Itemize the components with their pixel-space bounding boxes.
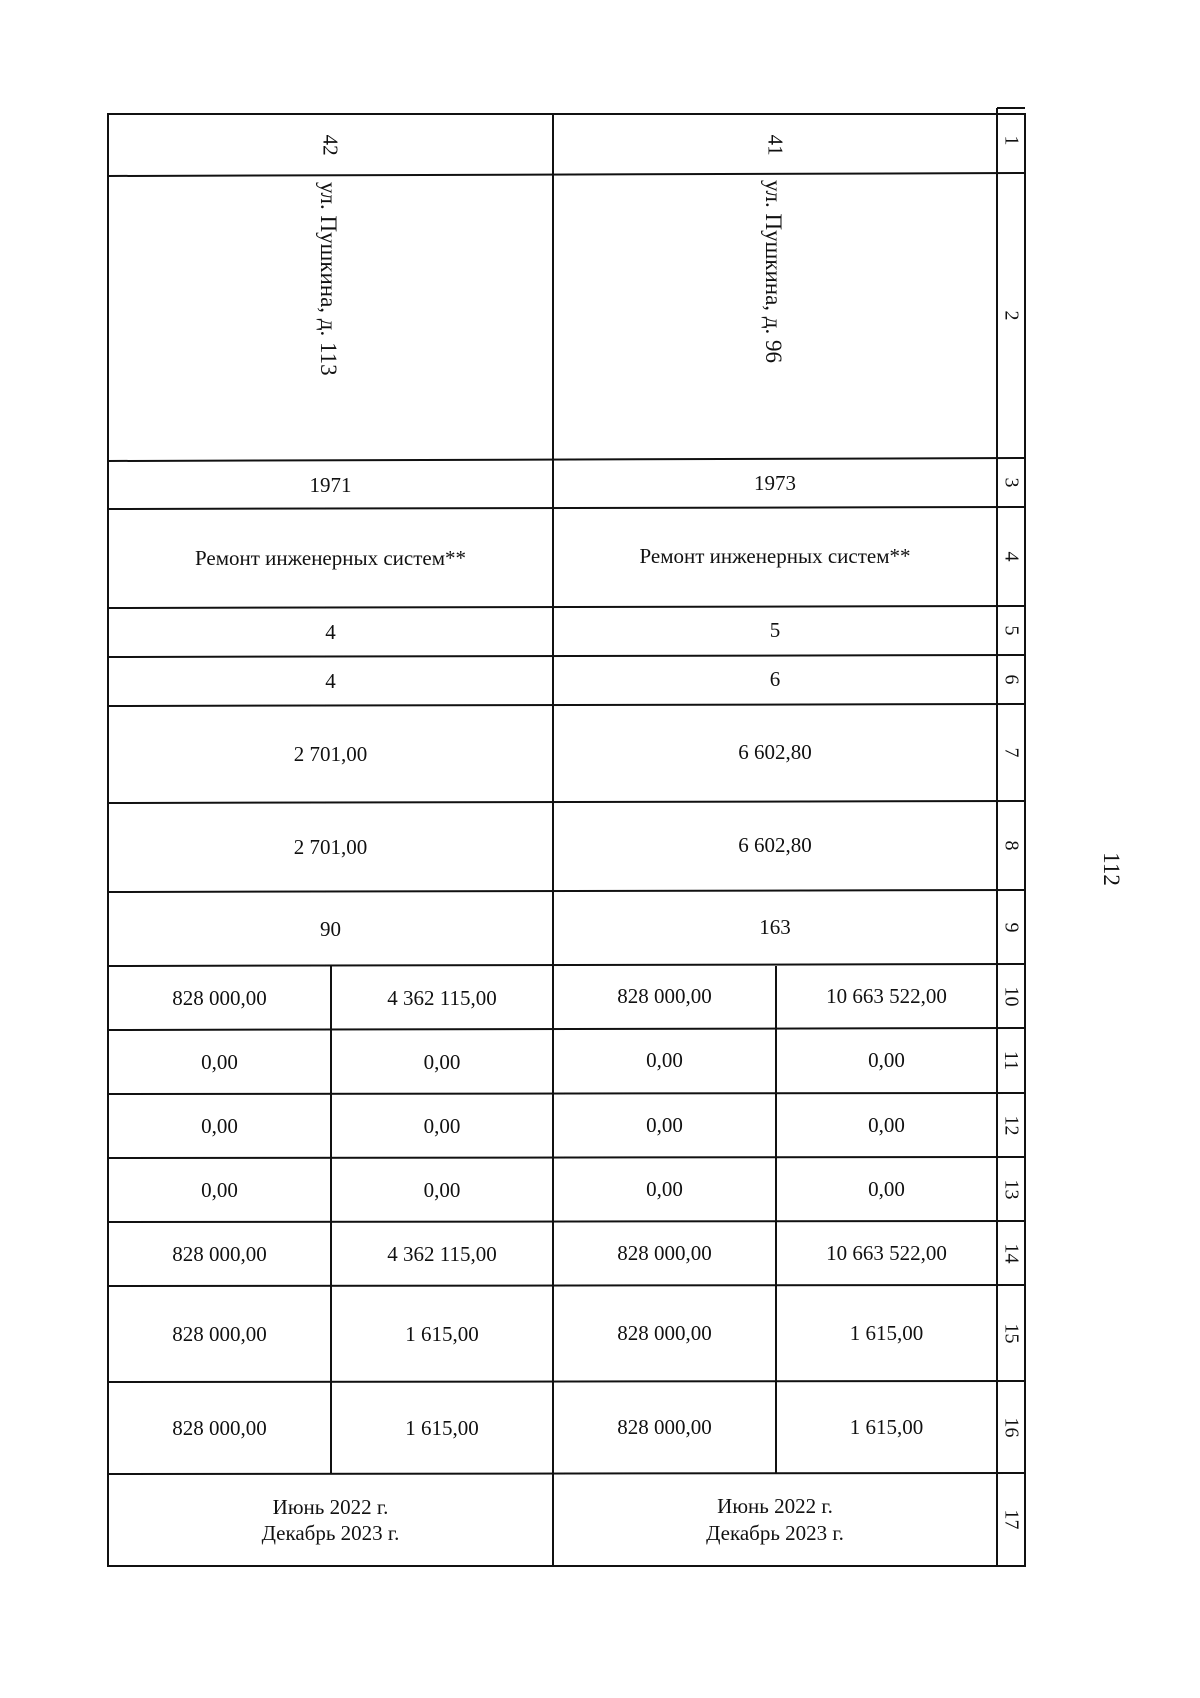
table-cell: 828 000,00 bbox=[172, 1415, 267, 1440]
table-cell: 0,00 bbox=[201, 1113, 238, 1138]
house-address: ул. Пушкина, д. 113 bbox=[316, 182, 341, 376]
table-cell: 0,00 bbox=[868, 1047, 905, 1072]
column-number: 3 bbox=[1000, 477, 1023, 488]
column-number: 13 bbox=[1000, 1179, 1023, 1199]
table-cell: 10 663 522,00 bbox=[826, 983, 947, 1008]
column-number: 16 bbox=[1000, 1417, 1023, 1437]
table-cell: 0,00 bbox=[423, 1113, 461, 1138]
column-number: 17 bbox=[1000, 1509, 1023, 1530]
term-end: Декабрь 2023 г. bbox=[706, 1520, 844, 1545]
column-number: 12 bbox=[1000, 1115, 1023, 1135]
table-cell: 828 000,00 bbox=[172, 985, 267, 1010]
column-6-value: 4 bbox=[325, 669, 336, 694]
work-term bbox=[553, 1473, 997, 1566]
column-number: 14 bbox=[1000, 1243, 1023, 1263]
house-number-text: 42 bbox=[318, 134, 343, 156]
term-end: Декабрь 2023 г. bbox=[261, 1521, 400, 1545]
column-number: 1 bbox=[1000, 135, 1023, 146]
table-cell: 828 000,00 bbox=[617, 1240, 712, 1265]
page-number: 112 bbox=[1098, 852, 1124, 886]
table-cell: 0,00 bbox=[423, 1049, 461, 1074]
table-cell: 1 615,00 bbox=[849, 1414, 924, 1439]
year-built: 1973 bbox=[754, 470, 796, 495]
column-6-value: 6 bbox=[769, 667, 781, 692]
house-address: ул. Пушкина, д. 96 bbox=[761, 180, 786, 363]
table-cell: 0,00 bbox=[201, 1177, 238, 1202]
table-cell: 828 000,00 bbox=[617, 1320, 712, 1345]
column-number: 5 bbox=[1000, 625, 1023, 636]
table-cell: 1 615,00 bbox=[405, 1415, 479, 1440]
table-cell: 1 615,00 bbox=[849, 1320, 924, 1345]
column-number: 10 bbox=[1000, 986, 1023, 1006]
column-8-value: 6 602,80 bbox=[738, 833, 812, 858]
table-cell: 0,00 bbox=[423, 1177, 461, 1202]
column-number: 9 bbox=[1000, 922, 1023, 932]
column-9-value: 90 bbox=[320, 916, 341, 941]
table-cell: 828 000,00 bbox=[617, 1414, 712, 1439]
table-cell: 0,00 bbox=[646, 1112, 683, 1137]
table-cell: 828 000,00 bbox=[617, 983, 712, 1008]
column-8-value: 2 701,00 bbox=[293, 835, 368, 860]
column-9-value: 163 bbox=[759, 914, 791, 939]
year-built: 1971 bbox=[309, 472, 352, 497]
column-5-value: 4 bbox=[325, 620, 336, 645]
column-number: 15 bbox=[1000, 1323, 1023, 1343]
column-number: 7 bbox=[1000, 747, 1023, 758]
table-cell: 10 663 522,00 bbox=[826, 1240, 947, 1265]
house-number bbox=[108, 114, 553, 176]
term-start: Июнь 2022 г. bbox=[717, 1494, 833, 1519]
work-type: Ремонт инженерных систем** bbox=[639, 544, 911, 569]
table-cell: 828 000,00 bbox=[172, 1321, 267, 1346]
work-term bbox=[108, 1474, 553, 1566]
table-cell: 1 615,00 bbox=[405, 1321, 479, 1346]
table-cell: 0,00 bbox=[201, 1049, 238, 1074]
house-number-text: 41 bbox=[763, 134, 788, 156]
work-type: Ремонт инженерных систем** bbox=[194, 546, 467, 571]
table-cell: 0,00 bbox=[868, 1112, 905, 1137]
table-cell: 0,00 bbox=[646, 1176, 683, 1201]
column-7-value: 6 602,80 bbox=[738, 740, 812, 765]
house-number bbox=[553, 114, 997, 176]
column-5-value: 5 bbox=[769, 618, 781, 643]
table-cell: 0,00 bbox=[646, 1047, 683, 1072]
column-number: 11 bbox=[1000, 1050, 1023, 1071]
column-number: 4 bbox=[1000, 551, 1023, 562]
table-cell: 828 000,00 bbox=[172, 1241, 267, 1266]
column-number: 8 bbox=[1000, 840, 1023, 851]
term-start: Июнь 2022 г. bbox=[272, 1494, 389, 1519]
table-cell: 4 362 115,00 bbox=[387, 1241, 497, 1266]
table-cell: 0,00 bbox=[868, 1176, 905, 1201]
table-cell: 4 362 115,00 bbox=[387, 985, 497, 1010]
column-7-value: 2 701,00 bbox=[293, 742, 368, 767]
column-number: 6 bbox=[1000, 674, 1023, 685]
column-number: 2 bbox=[1000, 310, 1023, 321]
